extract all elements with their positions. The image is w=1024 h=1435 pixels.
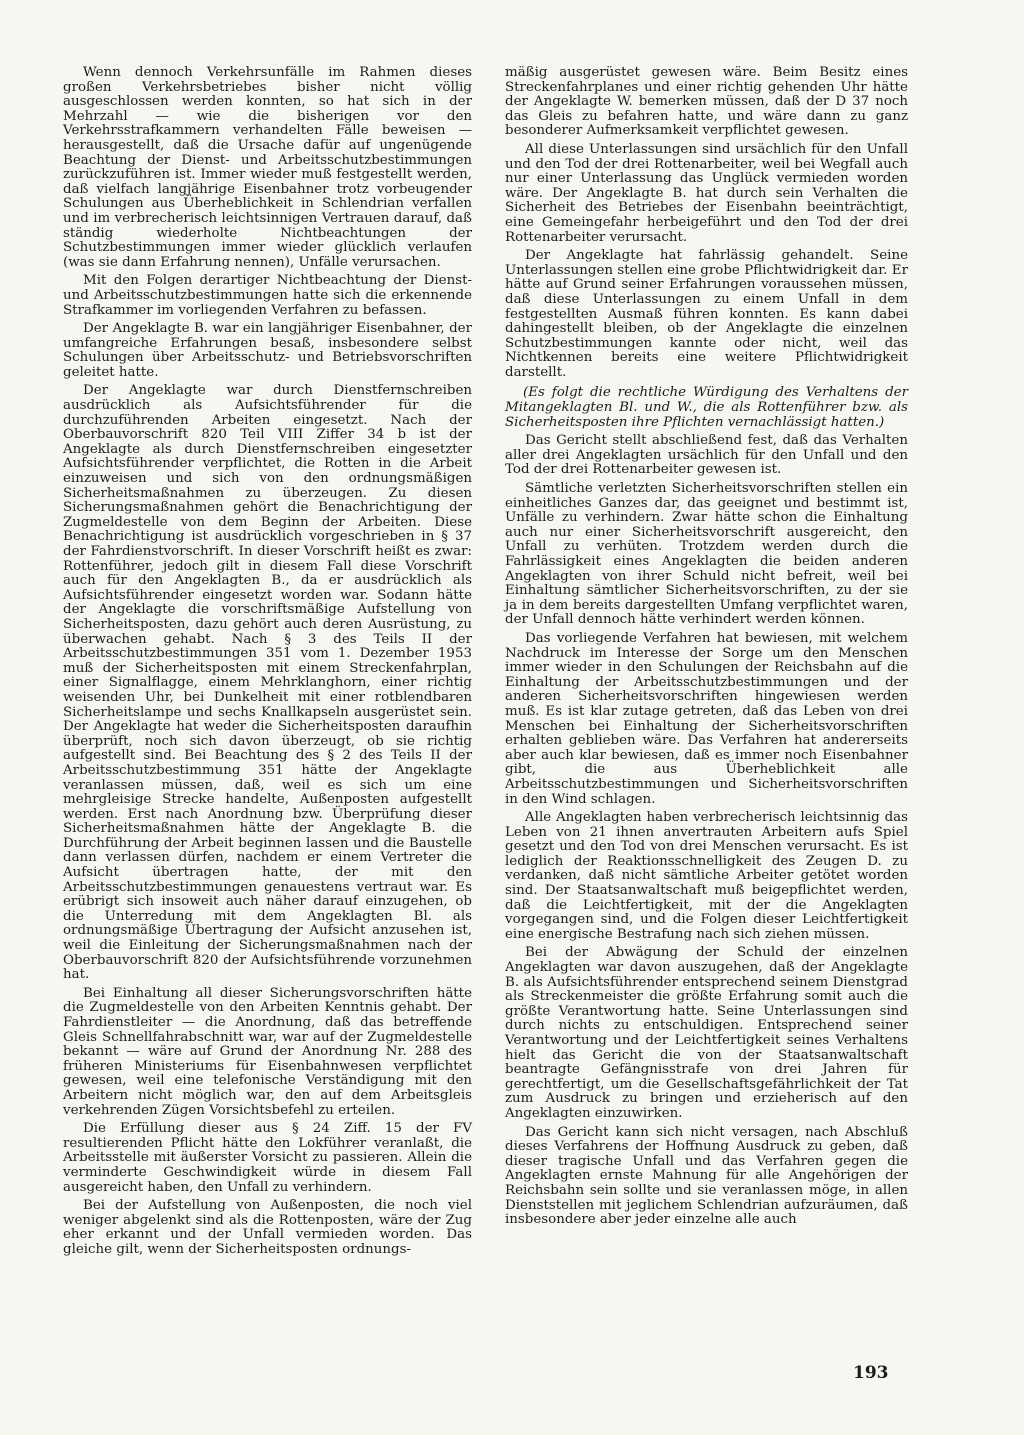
right-text-column — [505, 66, 908, 1232]
paragraph: Mit den Folgen derartiger Nichtbeachtung der Dienst- und Arbeitsschutzbestimmungen hatte sich die erkennende Strafkammer im vorliegenden Verfahren zu befassen. — [63, 273, 472, 318]
page-number: 193 — [853, 1363, 889, 1383]
paragraph: Das Gericht stellt abschließend fest, daß das Verhalten aller drei Angeklagten ursächlich für den Unfall und den Tod der drei Rottenarbeiter gewesen ist. — [505, 433, 908, 478]
paragraph: Bei der Abwägung der Schuld der einzelnen Angeklagten war davon auszugehen, daß der Angeklagte B. als Aufsichtsführender entsprechend seinem Dienstgrad als Streckenmeister die größte Erfahrung somit auch die größte Verantwortung hatte. Seine Unterlassungen sind durch nichts zu entschuldigen. Entsprechend seiner Verantwortung und der Leichtfertigkeit seines Verhaltens hielt das Gericht die von der Staatsanwaltschaft beantragte Gefängnisstrafe von drei Jahren für gerechtfertigt, um die Gesellschaftsgefährlichkeit der Tat zum Ausdruck zu bringen und erzieherisch auf den Angeklagten einzuwirken. — [505, 945, 908, 1121]
left-text-column — [63, 66, 472, 1262]
paragraph: Das Gericht kann sich nicht versagen, nach Abschluß dieses Verfahrens der Hoffnung Ausdruck zu geben, daß dieser tragische Unfall und das Verfahren gegen die Angeklagten ernste Mahnung für alle Angehörigen der Reichsbahn sein sollte und sie veranlassen möge, in allen Dienststellen mit jeglichem Schlendrian aufzuräumen, daß insbesondere aber jeder einzelne alle auch — [505, 1124, 908, 1228]
paragraph: Bei Einhaltung all dieser Sicherungsvorschriften hätte die Zugmeldestelle von den Arbeiten Kenntnis gehabt. Der Fahrdienstleiter — die Anordnung, daß das betreffende Gleis Schnellfahrabschnitt war, war auf der Zugmeldestelle bekannt — wäre auf Grund der Anordnung Nr. 288 des früheren Ministeriums für Eisenbahnwesen verpflichtet gewesen, weil eine telefonische Verständigung mit den Arbeitern nicht möglich war, den auf dem Arbeitsgleis verkehrenden Zügen Vorsichtsbefehl zu erteilen. — [63, 985, 472, 1118]
paragraph: Alle Angeklagten haben verbrecherisch leichtsinnig das Leben von 21 ihnen anvertrauten Arbeitern aufs Spiel gesetzt und den Tod von drei Menschen verursacht. Es ist lediglich der Reaktionsschnelligkeit des Zeugen D. zu verdanken, daß nicht sämtliche Arbeiter getötet worden sind. Der Staatsanwaltschaft muß beigepflichtet werden, daß die Leichtfertigkeit, mit der die Angeklagten vorgegangen sind, und die Folgen dieser Leichtfertigkeit eine energische Bestrafung nach sich ziehen müssen. — [505, 810, 908, 942]
paragraph: Das vorliegende Verfahren hat bewiesen, mit welchem Nachdruck im Interesse der Sorge um den Menschen immer wieder in den Schulungen der Reichsbahn auf die Einhaltung der Arbeitsschutzbestimmungen und der anderen Sicherheitsvorschriften hingewiesen werden muß. Es ist klar zutage getreten, daß das Leben von drei Menschen bei Einhaltung der Sicherheitsvorschriften erhalten geblieben wäre. Das Verfahren hat andererseits aber auch klar bewiesen, daß es immer noch Eisenbahner gibt, die aus Überheblichkeit alle Arbeitsschutzbestimmungen und Sicherheitsvorschriften in den Wind schlagen. — [505, 630, 908, 807]
paragraph: Sämtliche verletzten Sicherheitsvorschriften stellen ein einheitliches Ganzes dar, das geeignet und bestimmt ist, Unfälle zu verhindern. Zwar hätte schon die Einhaltung auch nur einer Sicherheitsvorschrift ausgereicht, den Unfall zu verhüten. Trotzdem werden durch die Fahrlässigkeit eines Angeklagten die beiden anderen Angeklagten von ihrer Schuld nicht befreit, weil bei Einhaltung sämtlicher Sicherheitsvorschriften, zu der sie ja in dem bereits dargestellten Umfang verpflichtet waren, der Unfall dennoch hätte verhindert werden können. — [505, 481, 908, 628]
paragraph: Die Erfüllung dieser aus § 24 Ziff. 15 der FV resultierenden Pflicht hätte den Lokführer veranlaßt, die Arbeitsstelle mit äußerster Vorsicht zu passieren. Allein die verminderte Geschwindigkeit würde in diesem Fall ausgereicht haben, den Unfall zu verhindern. — [63, 1121, 472, 1195]
paragraph: Bei der Aufstellung von Außenposten, die noch viel weniger abgelenkt sind als die Rottenposten, wäre der Zug eher erkannt und der Unfall vermieden worden. Das gleiche gilt, wenn der Sicherheitsposten ordnungs- — [63, 1198, 472, 1257]
paragraph: All diese Unterlassungen sind ursächlich für den Unfall und den Tod der drei Rottenarbeiter, weil bei Wegfall auch nur einer Unterlassung das Unglück vermieden worden wäre. Der Angeklagte B. hat durch sein Verhalten die Sicherheit des Betriebes der Eisenbahn beeinträchtigt, eine Gemeingefahr herbeigeführt und den Tod der drei Rottenarbeiter verursacht. — [505, 141, 908, 245]
paragraph: Der Angeklagte B. war ein langjähriger Eisenbahner, der umfangreiche Erfahrungen besaß, insbesondere selbst Schulungen über Arbeitsschutz- und Betriebsvorschriften geleitet hatte. — [63, 321, 472, 380]
paragraph: Der Angeklagte war durch Dienstfernschreiben ausdrücklich als Aufsichtsführender für die durchzuführenden Arbeiten eingesetzt. Nach der Oberbauvorschrift 820 Teil VIII Ziffer 34 b ist der Angeklagte als durch Dienstfernschreiben eingesetzter Aufsichtsführender verpflichtet, die Rotten in die Arbeit einzuweisen und sich von den ordnungsmäßigen Sicherheitsmaßnahmen zu überzeugen. Zu diesen Sicherungsmaßnahmen gehört die Benachrichtigung der Zugmeldestelle von dem Beginn der Arbeiten. Diese Benachrichtigung ist ausdrücklich vorgeschrieben in § 37 der Fahrdienstvorschrift. In dieser Vorschrift heißt es zwar: Rottenführer, jedoch gilt in diesem Fall diese Vorschrift auch für den Angeklagten B., da er ausdrücklich als Aufsichtsführender eingesetzt worden war. Sodann hätte der Angeklagte die vorschriftsmäßige Aufstellung von Sicherheitsposten, dazu gehört auch deren Ausrüstung, zu überwachen gehabt. Nach § 3 des Teils II der Arbeitsschutzbestimmungen 351 vom 1. Dezember 1953 muß der Sicherheitsposten mit einem Streckenfahrplan, einer Signalflagge, einem Mehrklanghorn, einer richtig weisenden Uhr, bei Dunkelheit mit einer rotblendbaren Sicherheitslampe und sechs Knallkapseln ausgerüstet sein. Der Angeklagte hat weder die Sicherheitsposten daraufhin überprüft, noch sich davon überzeugt, ob sie richtig aufgestellt sind. Bei Beachtung des § 2 des Teils II der Arbeitsschutzbestimmung 351 hätte der Angeklagte veranlassen müssen, daß, weil es sich um eine mehrgleisige Strecke handelte, Außenposten aufgestellt werden. Erst nach Anordnung bzw. Überprüfung dieser Sicherheitsmaßnahmen hätte der Angeklagte B. die Durchführung der Arbeit beginnen lassen und die Baustelle dann verlassen dürfen, nachdem er einem Vertreter die Aufsicht übertragen hatte, der mit den Arbeitsschutzbestimmungen genauestens vertraut war. Es erübrigt sich insoweit auch näher darauf einzugehen, ob die Unterredung mit dem Angeklagten Bl. als ordnungsmäßige Übertragung der Aufsicht anzusehen ist, weil die Einleitung der Sicherungsmaßnahmen nach der Oberbauvorschrift 820 der Aufsichtsführende vorzunehmen hat. — [63, 383, 472, 983]
paragraph: Der Angeklagte hat fahrlässig gehandelt. Seine Unterlassungen stellen eine grobe Pflichtwidrigkeit dar. Er hätte auf Grund seiner Erfahrungen voraussehen müssen, daß diese Unterlassungen zu einem Unfall in dem festgestellten Ausmaß führen konnten. Es kann dabei dahingestellt bleiben, ob der Angeklagte die einzelnen Schutzbestimmungen kannte oder nicht, weil das Nichtkennen bereits eine weitere Pflichtwidrigkeit darstellt. — [505, 248, 908, 380]
editorial-note: (Es folgt die rechtliche Würdigung des Verhaltens der Mitangeklagten Bl. und W., die als Rottenführer bzw. als Sicherheitsposten ihre Pflichten vernachlässigt hatten.) — [505, 385, 908, 430]
paragraph: Wenn dennoch Verkehrsunfälle im Rahmen dieses großen Verkehrsbetriebes bisher nicht völlig ausgeschlossen werden konnten, so hat sich in der Mehrzahl — wie die bisherigen vor den Verkehrsstrafkammern verhandelten Fälle beweisen — herausgestellt, daß die Ursache dafür auf ungenügende Beachtung der Dienst- und Arbeitsschutzbestimmungen zurückzuführen ist. Immer wieder muß festgestellt werden, daß vielfach langjährige Eisenbahner trotz vorbeugender Schulungen aus Überheblichkeit in Schlendrian verfallen und im verbrecherisch leichtsinnigen Vertrauen darauf, daß ständig wiederholte Nichtbeachtungen der Schutzbestimmungen immer wieder glücklich verlaufen (was sie dann Erfahrung nennen), Unfälle verursachen. — [63, 65, 472, 270]
continued-paragraph: mäßig ausgerüstet gewesen wäre. Beim Besitz eines Streckenfahrplanes und einer richtig gehenden Uhr hätte der Angeklagte W. bemerken müssen, daß der D 37 noch das Gleis zu befahren hatte, und wäre dann zu ganz besonderer Aufmerksamkeit verpflichtet gewesen. — [505, 65, 908, 139]
